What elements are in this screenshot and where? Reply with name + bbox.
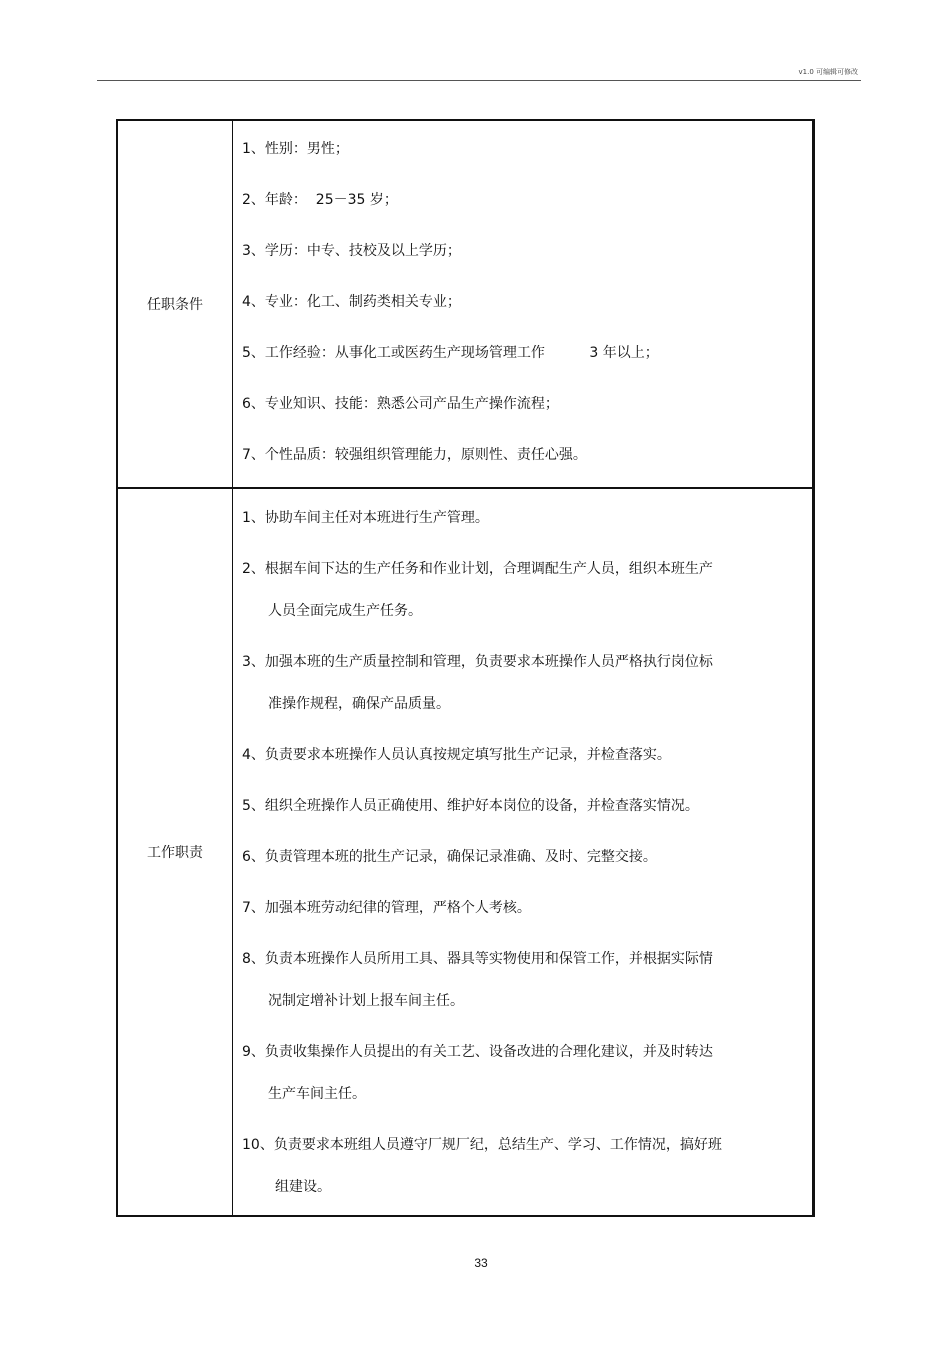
duty-item-2: 2、根据车间下达的生产任务和作业计划，合理调配生产人员，组织本班生产 bbox=[242, 561, 713, 577]
qualification-item-skills: 6、专业知识、技能：熟悉公司产品生产操作流程； bbox=[242, 396, 559, 412]
responsibilities-label: 工作职责 bbox=[147, 845, 203, 861]
column-divider bbox=[232, 121, 233, 487]
duty-item-3-cont: 准操作规程，确保产品质量。 bbox=[268, 696, 450, 712]
duty-item-8: 8、负责本班操作人员所用工具、器具等实物使用和保管工作，并根据实际情 bbox=[242, 951, 713, 967]
duty-item-10: 10、负责要求本班组人员遵守厂规厂纪，总结生产、学习、工作情况，搞好班 bbox=[242, 1137, 722, 1153]
duty-item-6: 6、负责管理本班的批生产记录，确保记录准确、及时、完整交接。 bbox=[242, 849, 657, 865]
qualification-item-education: 3、学历：中专、技校及以上学历； bbox=[242, 243, 461, 259]
version-note: v1.0 可编辑可修改 bbox=[798, 68, 858, 76]
duty-item-9-cont: 生产车间主任。 bbox=[268, 1086, 366, 1102]
duty-item-9: 9、负责收集操作人员提出的有关工艺、设备改进的合理化建议，并及时转达 bbox=[242, 1044, 713, 1060]
qualification-item-age: 2、年龄： 25－35 岁； bbox=[242, 192, 398, 208]
column-divider bbox=[232, 489, 233, 1215]
qualifications-row bbox=[118, 121, 812, 489]
duty-item-10-cont: 组建设。 bbox=[275, 1179, 331, 1195]
responsibilities-row bbox=[118, 489, 812, 1215]
duty-item-4: 4、负责要求本班操作人员认真按规定填写批生产记录，并检查落实。 bbox=[242, 747, 671, 763]
qualifications-label: 任职条件 bbox=[147, 297, 203, 313]
header-divider bbox=[97, 80, 861, 81]
page-number: 33 bbox=[474, 1256, 488, 1270]
duty-item-2-cont: 人员全面完成生产任务。 bbox=[268, 603, 422, 619]
job-description-table bbox=[116, 119, 815, 1217]
qualification-item-gender: 1、性别：男性； bbox=[242, 141, 349, 157]
qualification-item-experience: 5、工作经验：从事化工或医药生产现场管理工作 3 年以上； bbox=[242, 345, 659, 361]
duty-item-1: 1、协助车间主任对本班进行生产管理。 bbox=[242, 510, 489, 526]
qualification-item-major: 4、专业：化工、制药类相关专业； bbox=[242, 294, 461, 310]
duty-item-5: 5、组织全班操作人员正确使用、维护好本岗位的设备，并检查落实情况。 bbox=[242, 798, 699, 814]
duty-item-8-cont: 况制定增补计划上报车间主任。 bbox=[268, 993, 464, 1009]
qualification-item-personality: 7、个性品质：较强组织管理能力，原则性、责任心强。 bbox=[242, 447, 587, 463]
duty-item-7: 7、加强本班劳动纪律的管理，严格个人考核。 bbox=[242, 900, 531, 916]
duty-item-3: 3、加强本班的生产质量控制和管理，负责要求本班操作人员严格执行岗位标 bbox=[242, 654, 713, 670]
